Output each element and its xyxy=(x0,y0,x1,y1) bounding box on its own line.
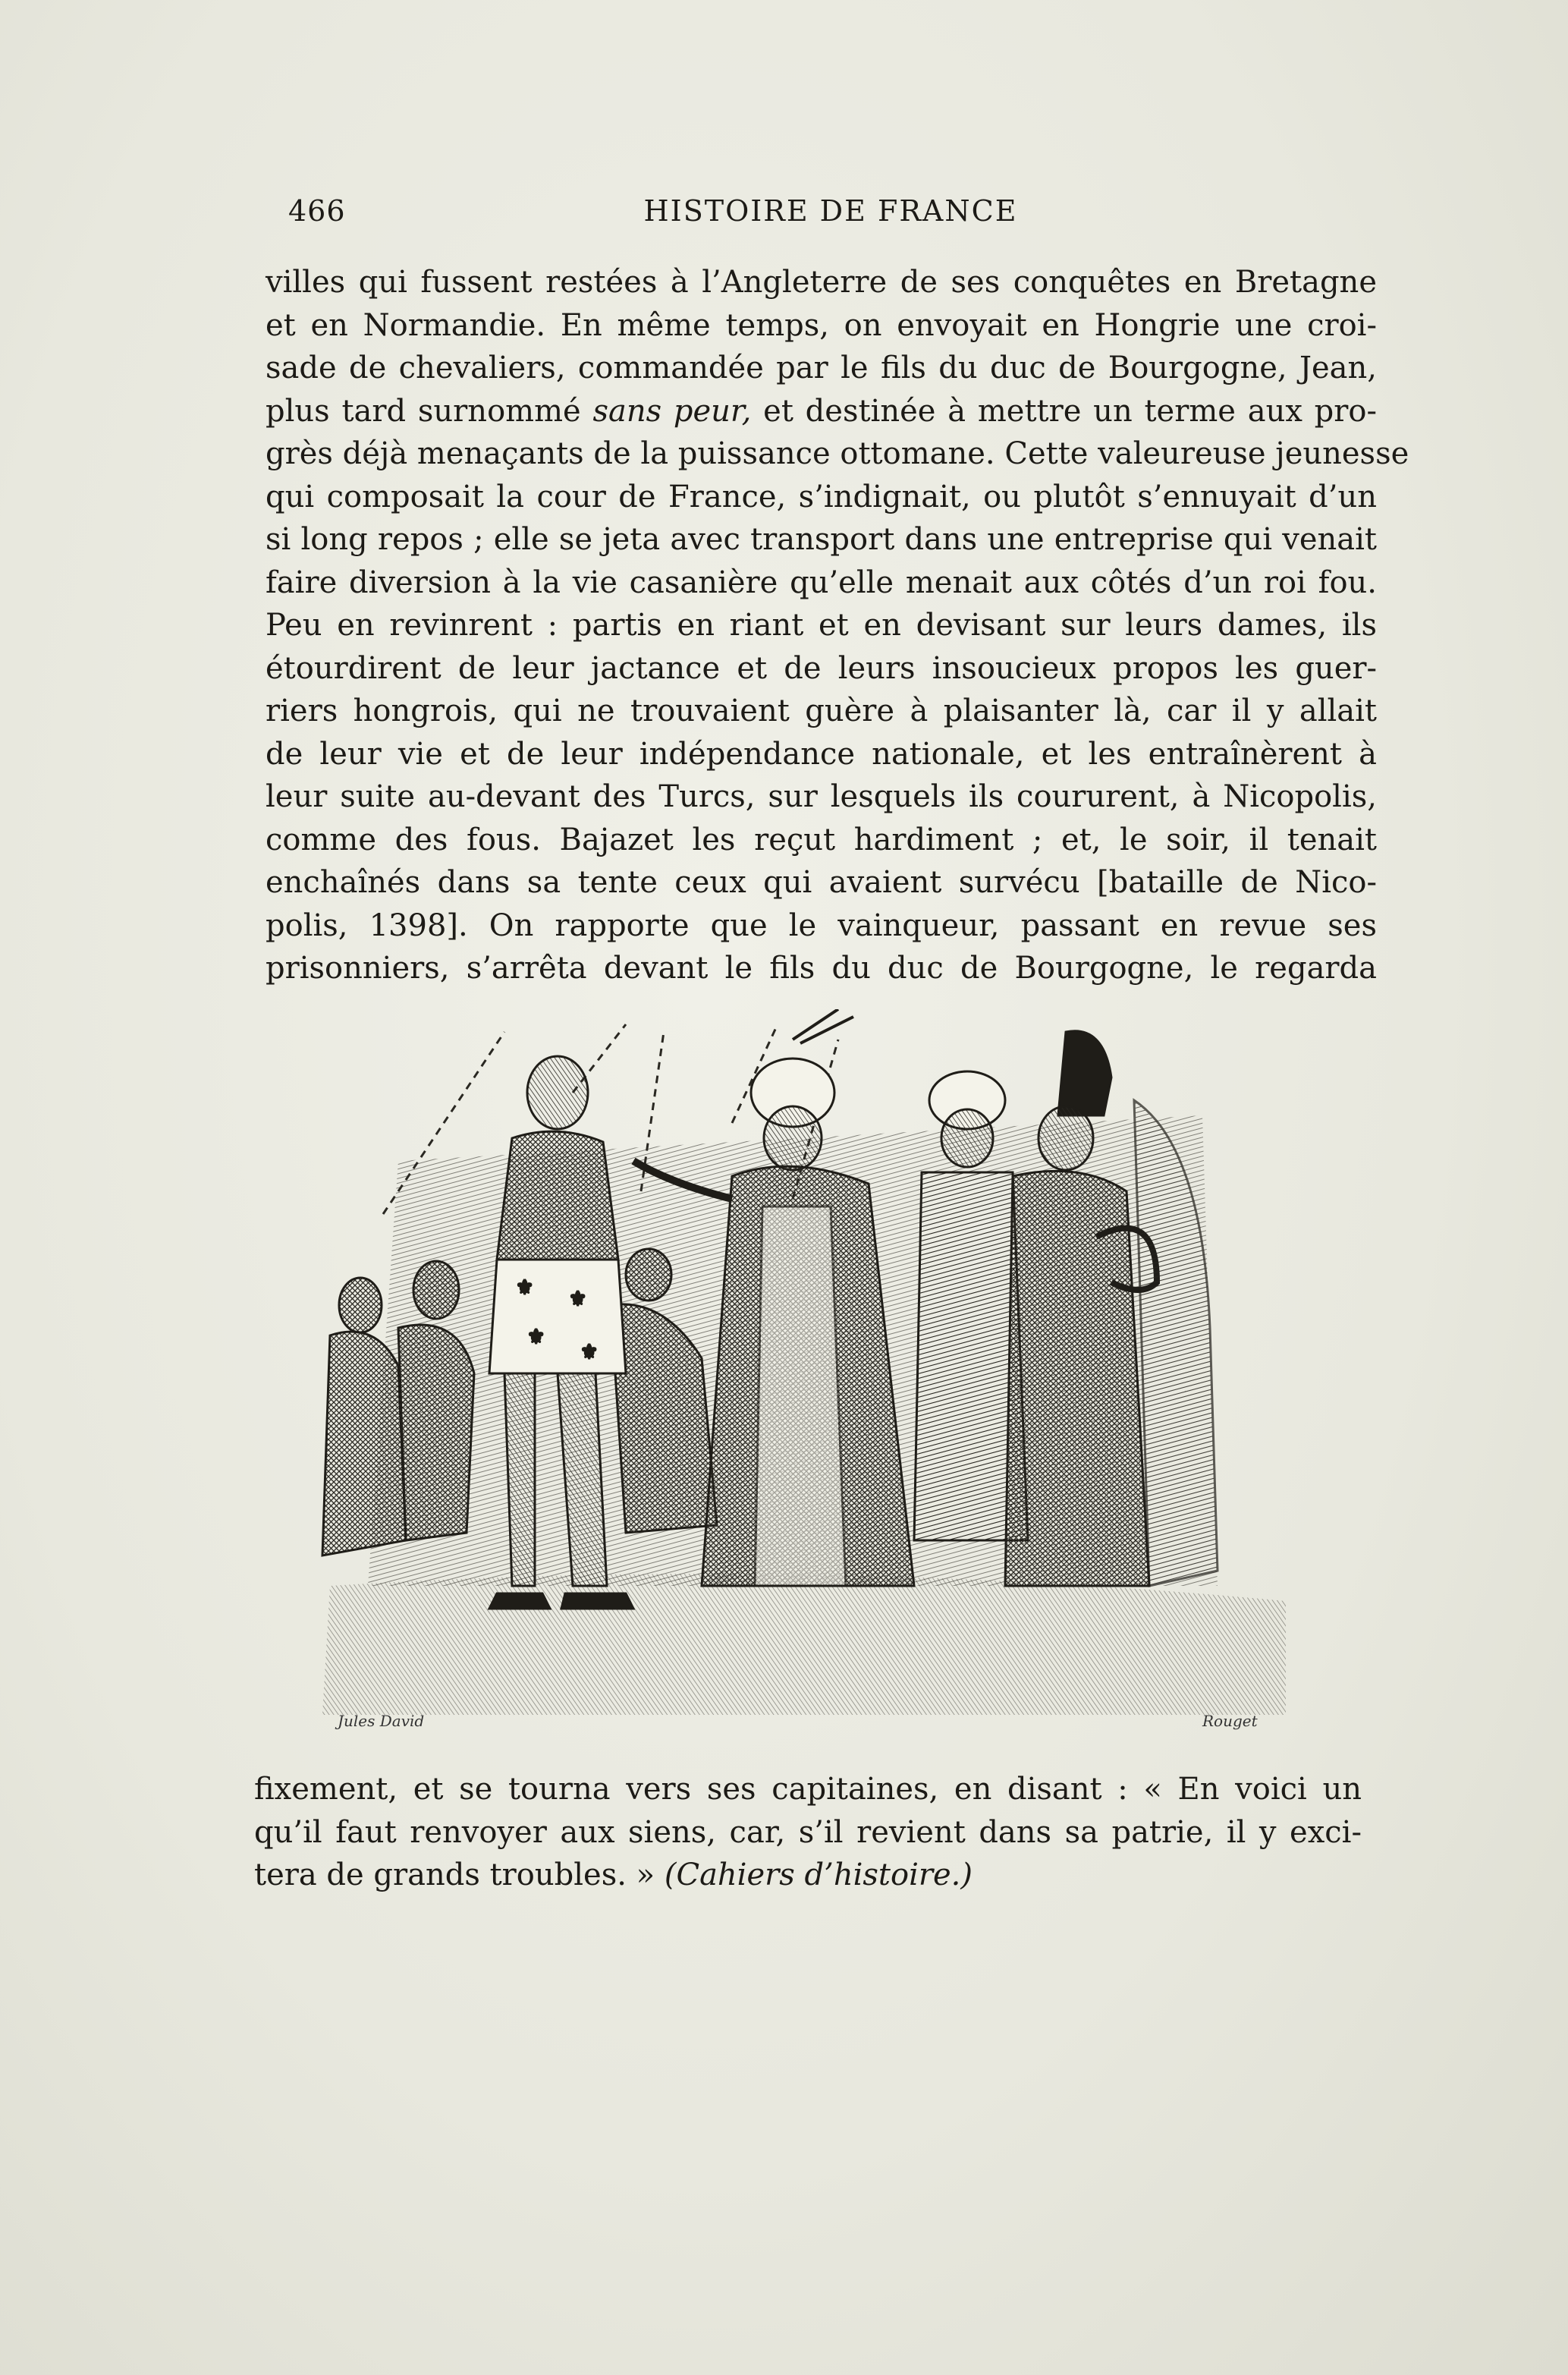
text-line xyxy=(254,1854,1362,1897)
citation: (Cahiers d’histoire.) xyxy=(664,1858,973,1892)
italic-epithet: sans peur, xyxy=(592,393,752,429)
page-header xyxy=(288,194,1373,240)
text-line: riers hongrois, qui ne trouvaient guère à plaisanter là, car il y allait xyxy=(266,694,1377,728)
text-line: enchaînés dans sa tente ceux qui avaient survécu [bataille de Nico- xyxy=(266,865,1377,900)
text-line: et en Normandie. En même temps, on envoyait en Hongrie une croi- xyxy=(266,307,1377,343)
floor xyxy=(322,1574,1286,1715)
text-fragment: plus tard surnommé xyxy=(266,393,593,429)
page-number: 466 xyxy=(288,194,346,228)
svg-text:⚜: ⚜ xyxy=(569,1288,587,1310)
text-line: de leur vie et de leur indépendance nationale, et les entraînèrent à xyxy=(266,736,1377,772)
body-text-bottom xyxy=(254,1768,1362,1897)
text-line: grès déjà menaçants de la puissance ottomane. Cette valeureuse jeunesse xyxy=(266,436,1409,471)
body-text-top xyxy=(266,261,1409,990)
text-line: étourdirent de leur jactance et de leurs insoucieux propos les guer- xyxy=(266,650,1377,686)
attendant-figures xyxy=(914,1031,1218,1586)
svg-text:⚜: ⚜ xyxy=(580,1341,599,1364)
text-fragment: et destinée à mettre un terme aux pro- xyxy=(751,393,1377,429)
text-line: si long repos ; elle se jeta avec transport dans une entreprise qui venait xyxy=(266,522,1377,557)
text-line: villes qui fussent restées à l’Angleterre de ses conquêtes en Bretagne xyxy=(266,265,1377,300)
text-line xyxy=(266,390,1377,433)
text-line: qui composait la cour de France, s’indignait, ou plutôt s’ennuyait d’un xyxy=(266,479,1377,514)
engraving-illustration xyxy=(307,1009,1293,1738)
text-line: faire diversion à la vie casanière qu’elle menait aux côtés d’un roi fou. xyxy=(266,565,1377,600)
artist-signature: Jules David xyxy=(338,1712,425,1730)
text-line: sade de chevaliers, commandée par le fils du duc de Bourgogne, Jean, xyxy=(266,351,1377,385)
svg-text:⚜: ⚜ xyxy=(527,1326,545,1348)
text-line: leur suite au-devant des Turcs, sur lesquels ils coururent, à Nicopolis, xyxy=(266,779,1377,814)
text-line: Peu en revinrent : partis en riant et en devisant sur leurs dames, ils xyxy=(266,608,1377,643)
svg-text:⚜: ⚜ xyxy=(516,1276,534,1299)
engraver-signature: Rouget xyxy=(1202,1712,1258,1730)
text-line: qu’il faut renvoyer aux siens, car, s’il revient dans sa patrie, il y exci- xyxy=(254,1814,1362,1850)
text-fragment: tera de grands troubles. » xyxy=(254,1858,665,1892)
text-line: comme des fous. Bajazet les reçut hardiment ; et, le soir, il tenait xyxy=(266,822,1377,857)
text-line: fixement, et se tourna vers ses capitaines, en disant : « En voici un xyxy=(254,1772,1362,1807)
text-line: prisonniers, s’arrêta devant le fils du duc de Bourgogne, le regarda xyxy=(266,951,1377,986)
running-title: HISTOIRE DE FRANCE xyxy=(643,194,1018,228)
text-line: polis, 1398]. On rapporte que le vainqueur, passant en revue ses xyxy=(266,908,1377,943)
